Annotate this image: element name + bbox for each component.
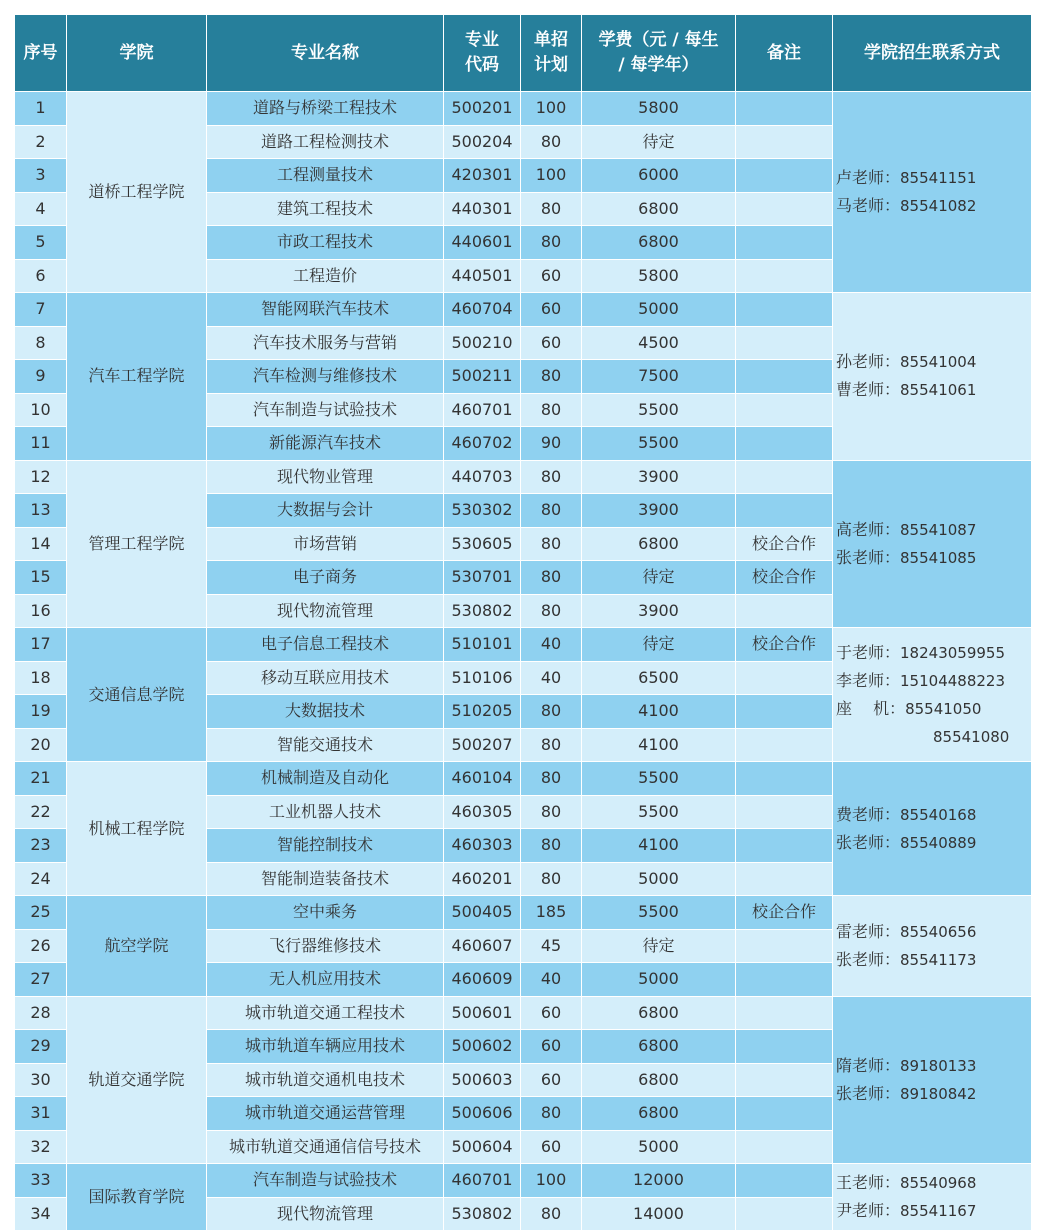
tuition-fee: 5800 (582, 92, 736, 126)
contact-line (836, 1197, 1031, 1225)
row-number: 10 (15, 393, 67, 427)
college-contact (833, 896, 1032, 997)
major-name: 新能源汽车技术 (207, 427, 444, 461)
major-name: 汽车制造与试验技术 (207, 1164, 444, 1198)
remark (736, 1197, 833, 1231)
row-number: 23 (15, 829, 67, 863)
enrollment-plan: 60 (521, 326, 582, 360)
header-major: 专业名称 (207, 15, 444, 92)
row-number: 18 (15, 661, 67, 695)
major-name: 城市轨道车辆应用技术 (207, 1030, 444, 1064)
remark (736, 393, 833, 427)
remark (736, 326, 833, 360)
table-body (15, 92, 1032, 1231)
row-number: 13 (15, 494, 67, 528)
major-name: 汽车检测与维修技术 (207, 360, 444, 394)
college-contact (833, 628, 1032, 762)
remark (736, 963, 833, 997)
contact-label: 于老师： (836, 642, 901, 662)
college-contact (833, 460, 1032, 628)
row-number: 1 (15, 92, 67, 126)
row-number: 25 (15, 896, 67, 930)
major-code: 500211 (444, 360, 521, 394)
major-code: 500405 (444, 896, 521, 930)
major-code: 500606 (444, 1097, 521, 1131)
tuition-fee: 6800 (582, 192, 736, 226)
major-name: 智能控制技术 (207, 829, 444, 863)
contact-line (836, 829, 1031, 857)
contact-phone: 85541004 (900, 353, 977, 372)
remark (736, 594, 833, 628)
major-code: 530802 (444, 1197, 521, 1231)
remark (736, 293, 833, 327)
tuition-fee: 5000 (582, 862, 736, 896)
tuition-fee: 3900 (582, 594, 736, 628)
major-code: 510205 (444, 695, 521, 729)
tuition-fee: 待定 (582, 125, 736, 159)
contact-line (836, 544, 1031, 572)
major-name: 汽车制造与试验技术 (207, 393, 444, 427)
row-number: 12 (15, 460, 67, 494)
contact-phone: 85540656 (900, 922, 977, 941)
remark (736, 1097, 833, 1131)
contact-phone: 85541085 (900, 548, 977, 567)
row-number: 34 (15, 1197, 67, 1231)
contact-phone: 85540968 (900, 1174, 977, 1192)
major-name: 机械制造及自动化 (207, 762, 444, 796)
remark (736, 829, 833, 863)
remark (736, 929, 833, 963)
major-name: 建筑工程技术 (207, 192, 444, 226)
enrollment-plan: 100 (521, 159, 582, 193)
row-number: 22 (15, 795, 67, 829)
major-code: 420301 (444, 159, 521, 193)
row-number: 15 (15, 561, 67, 595)
tuition-fee: 待定 (582, 929, 736, 963)
tuition-fee: 6800 (582, 996, 736, 1030)
major-code: 500210 (444, 326, 521, 360)
enrollment-plan: 80 (521, 460, 582, 494)
tuition-fee: 6800 (582, 1030, 736, 1064)
row-number: 16 (15, 594, 67, 628)
tuition-fee: 4100 (582, 695, 736, 729)
remark (736, 795, 833, 829)
major-name: 工程造价 (207, 259, 444, 293)
tuition-fee: 6800 (582, 1097, 736, 1131)
header-plan-line1: 单招 (534, 30, 568, 50)
header-plan (521, 15, 582, 92)
major-name: 工业机器人技术 (207, 795, 444, 829)
college-name: 道桥工程学院 (67, 92, 207, 293)
table-header (15, 15, 1032, 92)
major-name: 城市轨道交通通信信号技术 (207, 1130, 444, 1164)
enrollment-plan: 80 (521, 1197, 582, 1231)
row-number: 4 (15, 192, 67, 226)
contact-label: 卢老师： (836, 168, 901, 187)
table-row (15, 293, 1032, 327)
header-code-line1: 专业 (465, 30, 499, 50)
contact-phone: 85541167 (900, 1202, 977, 1220)
row-number: 11 (15, 427, 67, 461)
college-name: 管理工程学院 (67, 460, 207, 628)
major-code: 460702 (444, 427, 521, 461)
tuition-fee: 6800 (582, 226, 736, 260)
contact-line (836, 376, 1031, 404)
remark (736, 360, 833, 394)
enrollment-plan: 80 (521, 192, 582, 226)
college-contact (833, 762, 1032, 896)
major-name: 工程测量技术 (207, 159, 444, 193)
contact-phone: 85541080 (933, 727, 1010, 746)
major-name: 市场营销 (207, 527, 444, 561)
tuition-fee: 6000 (582, 159, 736, 193)
contact-label: 张老师： (836, 832, 901, 852)
major-code: 460305 (444, 795, 521, 829)
contact-phone: 15104488223 (900, 671, 1005, 690)
contact-phone: 85541061 (900, 381, 977, 400)
major-code: 530802 (444, 594, 521, 628)
table-row (15, 628, 1032, 662)
enrollment-plan: 45 (521, 929, 582, 963)
contact-label: 马老师： (836, 196, 901, 215)
college-contact (833, 92, 1032, 293)
remark (736, 1030, 833, 1064)
enrollment-plan: 80 (521, 728, 582, 762)
contact-line (836, 1169, 1031, 1197)
row-number: 29 (15, 1030, 67, 1064)
major-name: 飞行器维修技术 (207, 929, 444, 963)
header-plan-line2: 计划 (534, 55, 568, 75)
enrollment-plan: 80 (521, 360, 582, 394)
header-code (444, 15, 521, 92)
remark (736, 695, 833, 729)
enrollment-plan: 80 (521, 862, 582, 896)
major-name: 智能交通技术 (207, 728, 444, 762)
table-row (15, 1164, 1032, 1198)
table-row (15, 996, 1032, 1030)
remark (736, 460, 833, 494)
major-name: 城市轨道交通机电技术 (207, 1063, 444, 1097)
college-contact (833, 1164, 1032, 1231)
enrollment-plan: 100 (521, 1164, 582, 1198)
major-name: 市政工程技术 (207, 226, 444, 260)
major-name: 移动互联应用技术 (207, 661, 444, 695)
contact-line (836, 723, 1031, 751)
tuition-fee: 3900 (582, 460, 736, 494)
major-code: 460607 (444, 929, 521, 963)
row-number: 19 (15, 695, 67, 729)
tuition-fee: 5500 (582, 762, 736, 796)
enrollment-plan: 60 (521, 1063, 582, 1097)
major-code: 510101 (444, 628, 521, 662)
contact-label: 座 机： (836, 698, 906, 718)
row-number: 28 (15, 996, 67, 1030)
row-number: 21 (15, 762, 67, 796)
remark (736, 159, 833, 193)
tuition-fee: 3900 (582, 494, 736, 528)
major-code: 530302 (444, 494, 521, 528)
major-code: 510106 (444, 661, 521, 695)
contact-line (836, 667, 1031, 695)
contact-line (836, 1080, 1031, 1108)
table-row (15, 896, 1032, 930)
major-name: 汽车技术服务与营销 (207, 326, 444, 360)
major-code: 500207 (444, 728, 521, 762)
row-number: 14 (15, 527, 67, 561)
enrollment-plan: 185 (521, 896, 582, 930)
contact-phone: 85541050 (905, 699, 982, 718)
major-code: 460104 (444, 762, 521, 796)
tuition-fee: 5500 (582, 896, 736, 930)
enrollment-plan: 60 (521, 1130, 582, 1164)
enrollment-plan: 80 (521, 561, 582, 595)
major-code: 530701 (444, 561, 521, 595)
major-code: 500602 (444, 1030, 521, 1064)
tuition-fee: 待定 (582, 628, 736, 662)
tuition-fee: 14000 (582, 1197, 736, 1231)
header-contact: 学院招生联系方式 (833, 15, 1032, 92)
major-code: 440301 (444, 192, 521, 226)
contact-phone: 85540168 (900, 805, 977, 824)
major-name: 无人机应用技术 (207, 963, 444, 997)
remark: 校企合作 (736, 896, 833, 930)
header-no: 序号 (15, 15, 67, 92)
college-name: 汽车工程学院 (67, 293, 207, 461)
remark (736, 1130, 833, 1164)
header-fee-line2: / 每学年） (618, 55, 699, 75)
header-remark: 备注 (736, 15, 833, 92)
tuition-fee: 12000 (582, 1164, 736, 1198)
remark (736, 762, 833, 796)
enrollment-plan: 80 (521, 393, 582, 427)
enrollment-plan: 100 (521, 92, 582, 126)
enrollment-plan: 80 (521, 1097, 582, 1131)
major-code: 460303 (444, 829, 521, 863)
major-name: 空中乘务 (207, 896, 444, 930)
major-code: 440703 (444, 460, 521, 494)
major-name: 城市轨道交通工程技术 (207, 996, 444, 1030)
row-number: 6 (15, 259, 67, 293)
enrollment-plan: 40 (521, 963, 582, 997)
major-name: 电子商务 (207, 561, 444, 595)
tuition-fee: 5000 (582, 1130, 736, 1164)
tuition-fee: 4100 (582, 829, 736, 863)
tuition-fee: 5000 (582, 293, 736, 327)
header-college: 学院 (67, 15, 207, 92)
remark (736, 1063, 833, 1097)
major-code: 440601 (444, 226, 521, 260)
contact-label: 隋老师： (836, 1055, 901, 1075)
major-code: 460701 (444, 1164, 521, 1198)
college-contact (833, 293, 1032, 461)
row-number: 30 (15, 1063, 67, 1097)
contact-label: 李老师： (836, 670, 901, 690)
major-code: 500601 (444, 996, 521, 1030)
enrollment-plan: 80 (521, 695, 582, 729)
row-number: 32 (15, 1130, 67, 1164)
major-name: 大数据与会计 (207, 494, 444, 528)
college-name: 航空学院 (67, 896, 207, 997)
contact-label: 王老师： (836, 1173, 901, 1192)
enrollment-plan: 80 (521, 125, 582, 159)
tuition-fee: 5000 (582, 963, 736, 997)
enrollment-plan: 60 (521, 259, 582, 293)
remark (736, 259, 833, 293)
contact-phone: 85541151 (900, 169, 977, 187)
contact-label: 张老师： (836, 547, 901, 567)
major-code: 460201 (444, 862, 521, 896)
contact-label: 费老师： (836, 804, 901, 824)
row-number: 2 (15, 125, 67, 159)
contact-label: 曹老师： (836, 380, 901, 400)
tuition-fee: 5500 (582, 795, 736, 829)
major-code: 500604 (444, 1130, 521, 1164)
contact-line (836, 946, 1031, 974)
remark (736, 125, 833, 159)
contact-label: 尹老师： (836, 1201, 901, 1220)
enrollment-plan: 90 (521, 427, 582, 461)
contact-label: 雷老师： (836, 921, 901, 941)
tuition-fee: 6500 (582, 661, 736, 695)
remark: 校企合作 (736, 561, 833, 595)
table-row (15, 460, 1032, 494)
enrollment-plan: 40 (521, 661, 582, 695)
major-name: 电子信息工程技术 (207, 628, 444, 662)
major-code: 460609 (444, 963, 521, 997)
contact-phone: 85540889 (900, 833, 977, 852)
contact-label: 孙老师： (836, 352, 901, 372)
contact-line (836, 192, 1031, 220)
contact-label: 张老师： (836, 1083, 901, 1103)
row-number: 33 (15, 1164, 67, 1198)
remark (736, 728, 833, 762)
major-code: 500603 (444, 1063, 521, 1097)
tuition-fee: 5500 (582, 427, 736, 461)
college-name: 交通信息学院 (67, 628, 207, 762)
contact-line (836, 801, 1031, 829)
remark (736, 494, 833, 528)
contact-line (836, 639, 1031, 667)
contact-label: 高老师： (836, 519, 901, 539)
contact-phone: 85541082 (900, 197, 977, 215)
major-name: 大数据技术 (207, 695, 444, 729)
enrollment-plan: 80 (521, 795, 582, 829)
remark (736, 226, 833, 260)
contact-line (836, 516, 1031, 544)
major-name: 智能网联汽车技术 (207, 293, 444, 327)
remark (736, 661, 833, 695)
table-row (15, 92, 1032, 126)
row-number: 26 (15, 929, 67, 963)
enrollment-plan: 80 (521, 829, 582, 863)
contact-line (836, 348, 1031, 376)
enrollment-plan: 80 (521, 527, 582, 561)
contact-phone: 18243059955 (900, 643, 1005, 662)
contact-phone: 89180842 (900, 1084, 977, 1103)
major-name: 现代物业管理 (207, 460, 444, 494)
college-name: 国际教育学院 (67, 1164, 207, 1231)
row-number: 20 (15, 728, 67, 762)
remark: 校企合作 (736, 628, 833, 662)
row-number: 24 (15, 862, 67, 896)
tuition-fee: 待定 (582, 561, 736, 595)
contact-line (836, 695, 1031, 723)
tuition-fee: 4500 (582, 326, 736, 360)
contact-phone: 89180133 (900, 1056, 977, 1075)
header-fee-line1: 学费（元 / 每生 (598, 30, 719, 50)
tuition-fee: 7500 (582, 360, 736, 394)
header-fee (582, 15, 736, 92)
enrollment-plan: 60 (521, 1030, 582, 1064)
contact-phone: 85541087 (900, 520, 977, 539)
remark (736, 192, 833, 226)
remark (736, 427, 833, 461)
enrollment-plan: 60 (521, 996, 582, 1030)
row-number: 31 (15, 1097, 67, 1131)
contact-line (836, 164, 1031, 192)
major-name: 智能制造装备技术 (207, 862, 444, 896)
major-code: 460704 (444, 293, 521, 327)
major-name: 道路与桥梁工程技术 (207, 92, 444, 126)
major-code: 530605 (444, 527, 521, 561)
table-row (15, 762, 1032, 796)
contact-line (836, 918, 1031, 946)
header-code-line2: 代码 (465, 55, 499, 75)
contact-line (836, 1052, 1031, 1080)
major-code: 460701 (444, 393, 521, 427)
remark (736, 996, 833, 1030)
enrollment-plan: 80 (521, 594, 582, 628)
remark: 校企合作 (736, 527, 833, 561)
row-number: 9 (15, 360, 67, 394)
row-number: 8 (15, 326, 67, 360)
remark (736, 1164, 833, 1198)
tuition-fee: 6800 (582, 1063, 736, 1097)
row-number: 7 (15, 293, 67, 327)
tuition-fee: 5800 (582, 259, 736, 293)
enrollment-plan: 80 (521, 494, 582, 528)
major-code: 500204 (444, 125, 521, 159)
enrollment-plan: 80 (521, 762, 582, 796)
major-code: 500201 (444, 92, 521, 126)
major-name: 道路工程检测技术 (207, 125, 444, 159)
tuition-fee: 6800 (582, 527, 736, 561)
enrollment-plan: 60 (521, 293, 582, 327)
major-name: 现代物流管理 (207, 1197, 444, 1231)
major-name: 城市轨道交通运营管理 (207, 1097, 444, 1131)
row-number: 3 (15, 159, 67, 193)
college-contact (833, 996, 1032, 1164)
tuition-fee: 5500 (582, 393, 736, 427)
college-name: 机械工程学院 (67, 762, 207, 896)
contact-phone: 85541173 (900, 950, 977, 969)
contact-label: 张老师： (836, 949, 901, 969)
row-number: 17 (15, 628, 67, 662)
major-code: 440501 (444, 259, 521, 293)
enrollment-plan: 80 (521, 226, 582, 260)
enrollment-plan: 40 (521, 628, 582, 662)
college-name: 轨道交通学院 (67, 996, 207, 1164)
admissions-table (14, 14, 1032, 1231)
remark (736, 92, 833, 126)
tuition-fee: 4100 (582, 728, 736, 762)
row-number: 27 (15, 963, 67, 997)
row-number: 5 (15, 226, 67, 260)
header-row (15, 15, 1032, 92)
remark (736, 862, 833, 896)
major-name: 现代物流管理 (207, 594, 444, 628)
